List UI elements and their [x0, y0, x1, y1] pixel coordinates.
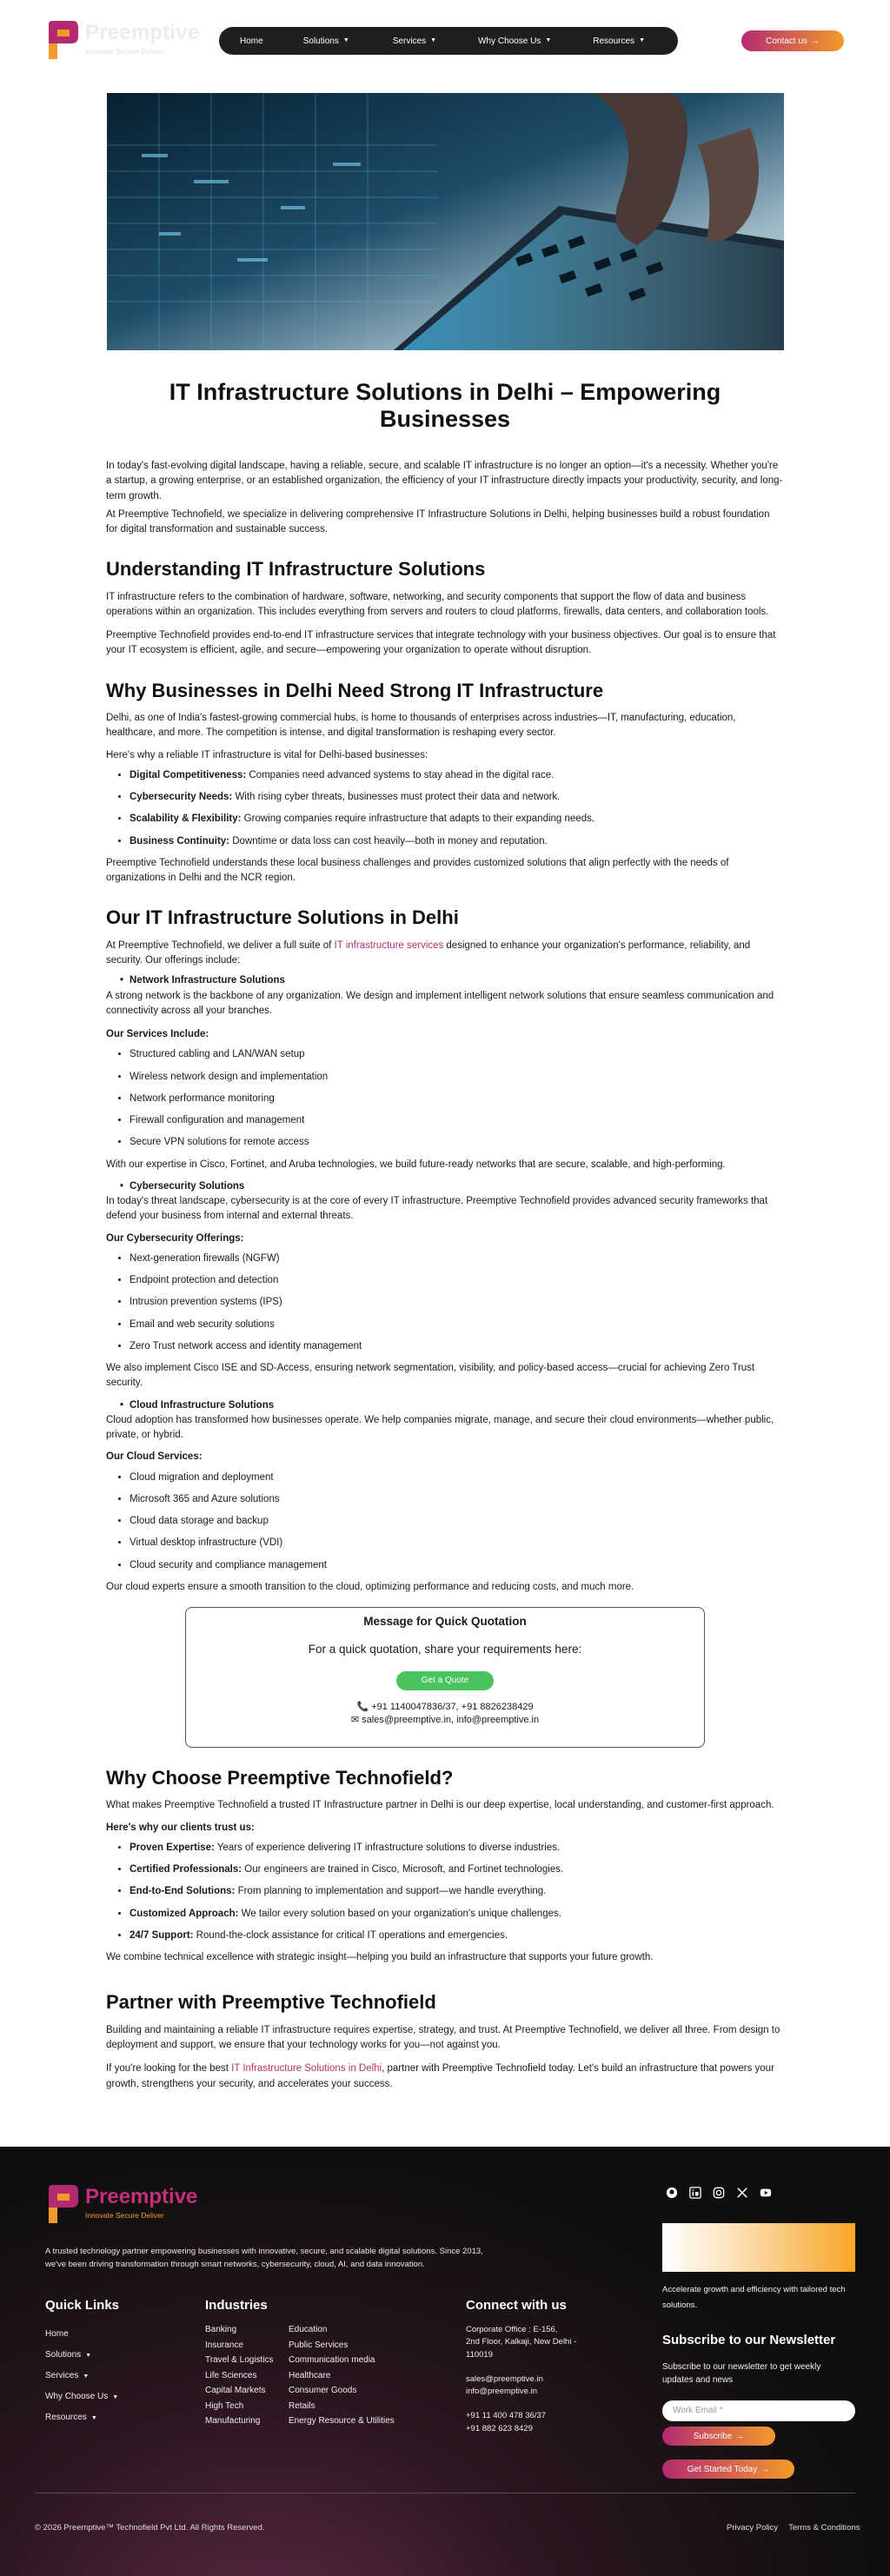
list-item: • Network performance monitoring: [130, 1092, 784, 1106]
arrow-right-icon: →: [810, 36, 820, 46]
instagram-icon[interactable]: [713, 2187, 725, 2199]
understanding-paragraph: IT infrastructure refers to the combination of hardware, software, networking, and security components that support the flow of data and business operations within an organization. This includes everything from servers and routers to cloud platforms, firewalls, data centers, and collaboration tools.: [106, 591, 769, 617]
it-infrastructure-delhi-link[interactable]: IT Infrastructure Solutions in Delhi: [231, 2063, 382, 2075]
chevron-down-icon: ▼: [112, 2394, 119, 2400]
terms-link[interactable]: Terms & Conditions: [788, 2523, 860, 2533]
phone-link[interactable]: +91 11 400 478 36/37: [466, 2411, 547, 2421]
partner-paragraph: Building and maintaining a reliable IT infrastructure requires expertise, strategy, and trust. At Preemptive Technofield, we deliver all three. From design to deployment and support, we ensure that your technology works for you—not against you.: [106, 2024, 780, 2051]
quote-email: ✉ sales@preemptive.in, info@preemptive.in: [350, 1715, 540, 1726]
nav-resources[interactable]: Resources ▼: [593, 36, 645, 46]
newsletter-title: Subscribe to our Newsletter: [662, 2333, 836, 2347]
logo-tagline: Innovate Secure Deliver: [85, 47, 164, 56]
list-item: • Secure VPN solutions for remote access: [130, 1135, 784, 1150]
industry-link[interactable]: Education: [289, 2325, 328, 2334]
list-item: • Zero Trust network access and identity management: [130, 1339, 784, 1354]
network-title: • Network Infrastructure Solutions: [106, 973, 784, 988]
quick-links-list: [45, 2327, 118, 2424]
solutions-intro: At Preemptive Technofield, we deliver a full suite of IT infrastructure services designed to enhance your organization's performance, reliability, and security. Our offerings include:: [106, 939, 751, 966]
list-item: • Cybersecurity Needs: With rising cyber threats, businesses must protect their data and network.: [130, 790, 784, 805]
phone-link[interactable]: +91 882 623 8429: [466, 2423, 533, 2433]
industry-link[interactable]: Energy Resource & Utilities: [289, 2416, 395, 2426]
main-nav: [219, 27, 678, 55]
network-list-title: Our Services Include:: [106, 1029, 209, 1040]
list-item: • Cloud data storage and backup: [130, 1514, 784, 1529]
footer-link-services[interactable]: Services ▼: [45, 2371, 90, 2380]
list-item: • 24/7 Support: Round-the-clock assistance for critical IT operations and emergencies.: [130, 1929, 784, 1943]
industries-title: Industries: [205, 2298, 268, 2313]
cyber-title: • Cybersecurity Solutions: [106, 1179, 784, 1194]
why-choose-list-title: Here's why our clients trust us:: [106, 1822, 255, 1833]
footer-link-why-choose-us[interactable]: Why Choose Us ▼: [45, 2392, 119, 2401]
chevron-down-icon: ▼: [639, 37, 645, 43]
list-item: • Email and web security solutions: [130, 1318, 784, 1332]
footer-logo-tagline: Innovate Secure Deliver: [85, 2211, 164, 2221]
footer-logo-title: Preemptive: [85, 2185, 198, 2209]
social-links: [666, 2187, 772, 2199]
industry-link[interactable]: Healthcare: [289, 2370, 331, 2380]
cyber-services-list: [106, 1251, 784, 1354]
cloud-desc: Cloud adoption has transformed how businesses operate. We help companies migrate, manage, and secure their cloud environments—whether public, private, or hybrid.: [106, 1414, 774, 1441]
section-heading-our-solutions: Our IT Infrastructure Solutions in Delhi: [106, 906, 459, 929]
cloud-closing: Our cloud experts ensure a smooth transition to the cloud, optimizing performance and reducing costs, and much more.: [106, 1581, 634, 1592]
get-quote-button[interactable]: Get a Quote: [396, 1671, 494, 1690]
quote-title: Message for Quick Quotation: [363, 1615, 527, 1629]
section-heading-why-choose: Why Choose Preemptive Technofield?: [106, 1767, 454, 1789]
list-item: • Scalability & Flexibility: Growing companies require infrastructure that adapts to their expanding needs.: [130, 812, 784, 827]
it-infrastructure-services-link[interactable]: IT infrastructure services: [334, 939, 444, 951]
why-choose-closing: We combine technical excellence with strategic insight—helping you build an infrastructure that supports your future growth.: [106, 1952, 654, 1963]
partner-paragraph: If you're looking for the best IT Infrastructure Solutions in Delhi, partner with Preemptive Technofield today. Let's build an infrastructure that powers your growth, strengthens your security, and accelerates your success.: [106, 2063, 774, 2089]
chevron-down-icon: ▼: [83, 2374, 90, 2380]
list-item: • Cloud security and compliance management: [130, 1558, 784, 1573]
why-delhi-paragraph: Delhi, as one of India's fastest-growing commercial hubs, is home to thousands of enterprises across industries—IT, manufacturing, education, healthcare, and more. The competition is intense, and digital transformation is reshaping every sector.: [106, 713, 736, 739]
x-icon[interactable]: [736, 2187, 748, 2199]
nav-why-choose-us[interactable]: Why Choose Us ▼: [478, 36, 552, 46]
why-delhi-paragraph: Preemptive Technofield understands these local business challenges and provides customized solutions that align perfectly with the needs of organizations in Delhi and the NCR region.: [106, 857, 729, 884]
logo-title: Preemptive: [85, 21, 200, 45]
get-started-button[interactable]: Get Started Today →: [662, 2460, 794, 2479]
section-heading-why-delhi: Why Businesses in Delhi Need Strong IT Infrastructure: [106, 679, 604, 701]
quote-subtitle: For a quick quotation, share your requirements here:: [308, 1643, 582, 1656]
list-item: • Intrusion prevention systems (IPS): [130, 1295, 784, 1310]
github-icon[interactable]: [666, 2187, 678, 2199]
why-delhi-list: [106, 768, 784, 849]
list-item: • End-to-End Solutions: From planning to implementation and support—we handle everything.: [130, 1884, 784, 1899]
cyber-desc: In today's threat landscape, cybersecurity is at the core of every IT infrastructure. Preemptive Technofield provides advanced security frameworks that defend your business from internal and external threats.: [106, 1196, 768, 1222]
subscribe-button[interactable]: Subscribe →: [662, 2427, 775, 2446]
industries-list-1: [205, 2324, 275, 2428]
cyber-list-title: Our Cybersecurity Offerings:: [106, 1232, 244, 1244]
quote-phone: 📞 +91 1140047836/37, +91 8826238429: [356, 1701, 534, 1712]
list-item: • Structured cabling and LAN/WAN setup: [130, 1047, 784, 1062]
connect-title: Connect with us: [466, 2298, 567, 2313]
contact-details: [466, 2324, 596, 2435]
intro-paragraph: In today's fast-evolving digital landscape, having a reliable, secure, and scalable IT infrastructure is no longer an option—it's a necessity. Whether you're a startup, a growing enterprise, or an established organization, the efficiency of your IT infrastructure directly impacts your productivity, security, and long-term growth.: [106, 461, 783, 501]
cloud-list-title: Our Cloud Services:: [106, 1451, 203, 1463]
why-delhi-paragraph: Here's why a reliable IT infrastructure is vital for Delhi-based businesses:: [106, 749, 428, 760]
logo[interactable]: [45, 17, 199, 63]
footer-logo[interactable]: [45, 2181, 197, 2227]
footer-banner: [662, 2223, 855, 2272]
list-item: • Customized Approach: We tailor every solution based on your organization's unique challenges.: [130, 1907, 784, 1922]
list-item: • Digital Competitiveness: Companies need advanced systems to stay ahead in the digital race.: [130, 768, 784, 783]
understanding-paragraph: Preemptive Technofield provides end-to-end IT infrastructure services that integrate technology with your business objectives. Our goal is to ensure that your IT ecosystem is efficient, agile, and secure—empowering your organization to operate without disruption.: [106, 630, 776, 656]
industry-link[interactable]: Retails: [289, 2400, 315, 2411]
industry-link[interactable]: Public Services: [289, 2340, 349, 2350]
why-choose-paragraph: What makes Preemptive Technofield a trusted IT Infrastructure partner in Delhi is our deep expertise, local understanding, and customer-first approach.: [106, 1800, 774, 1811]
industry-link[interactable]: High Tech: [205, 2400, 244, 2411]
list-item: • Certified Professionals: Our engineers are trained in Cisco, Microsoft, and Fortinet technologies.: [130, 1862, 784, 1877]
arrow-right-icon: →: [760, 2464, 770, 2474]
industry-link[interactable]: Capital Markets: [205, 2386, 266, 2395]
network-closing: With our expertise in Cisco, Fortinet, and Aruba technologies, we build future-ready networks that are secure, scalable, and high-performing.: [106, 1159, 726, 1170]
contact-us-button[interactable]: Contact us →: [741, 30, 844, 51]
laptop-illustration: [107, 93, 784, 350]
list-item: • Virtual desktop infrastructure (VDI): [130, 1536, 784, 1550]
cloud-title: • Cloud Infrastructure Solutions: [106, 1398, 784, 1413]
footer-link-resources[interactable]: Resources ▼: [45, 2413, 97, 2422]
list-item: • Microsoft 365 and Azure solutions: [130, 1492, 784, 1507]
network-desc: A strong network is the backbone of any organization. We design and implement intelligent network solutions that ensure seamless communication and connectivity across all your branches.: [106, 990, 774, 1016]
email-link[interactable]: sales@preemptive.in: [466, 2374, 543, 2384]
chevron-down-icon: ▼: [90, 2415, 97, 2421]
nav-home[interactable]: Home: [240, 36, 263, 46]
legal-links: [727, 2522, 860, 2534]
list-item: • Proven Expertise: Years of experience delivering IT infrastructure solutions to diverse industries.: [130, 1841, 784, 1856]
industry-link[interactable]: Manufacturing: [205, 2416, 261, 2426]
footer-tagline: Accelerate growth and efficiency with tailored tech solutions.: [662, 2285, 846, 2311]
nav-solutions[interactable]: Solutions ▼: [302, 36, 349, 46]
nav-services[interactable]: Services ▼: [392, 36, 437, 46]
list-item: • Firewall configuration and management: [130, 1113, 784, 1128]
footer-about: A trusted technology partner empowering businesses with innovative, secure, and scalable digital solutions. Since 2013, we've been driving transformation through smart networks, cybersecurity, cloud, AI, and data innovation.: [45, 2247, 483, 2269]
section-heading-partner: Partner with Preemptive Technofield: [106, 1991, 436, 2014]
industry-link[interactable]: Communication media: [289, 2355, 375, 2365]
list-item: • Wireless network design and implementation: [130, 1070, 784, 1085]
chevron-down-icon: ▼: [85, 2353, 92, 2359]
footer-link-home[interactable]: Home: [45, 2329, 69, 2339]
quick-quotation-box: [185, 1607, 705, 1748]
site-header: [0, 0, 890, 73]
industry-link[interactable]: Life Sciences: [205, 2370, 257, 2380]
footer-link-solutions[interactable]: Solutions ▼: [45, 2350, 92, 2360]
why-choose-list: [106, 1841, 784, 1943]
hero-image: [107, 93, 784, 350]
address-line: 2nd Floor, Kalkaji, New Delhi -: [466, 2337, 577, 2347]
chevron-down-icon: ▼: [342, 37, 349, 43]
privacy-policy-link[interactable]: Privacy Policy: [727, 2523, 779, 2533]
industries-list-2: [289, 2324, 410, 2428]
list-item: • Business Continuity: Downtime or data loss can cost heavily—both in money and reputation.: [130, 834, 784, 849]
site-footer: [0, 2147, 890, 2576]
main-content: [106, 379, 784, 2095]
industry-link[interactable]: Consumer Goods: [289, 2386, 357, 2395]
youtube-icon[interactable]: [760, 2187, 772, 2199]
address-line: Corporate Office : E-156,: [466, 2325, 558, 2334]
cyber-closing: We also implement Cisco ISE and SD-Access, ensuring network segmentation, visibility, and policy-based access—crucial for achieving Zero Trust security.: [106, 1363, 755, 1389]
network-services-list: [106, 1047, 784, 1150]
logo-mark-icon: [45, 17, 80, 63]
chevron-down-icon: ▼: [545, 37, 552, 43]
newsletter-email-input[interactable]: Work Email *: [662, 2400, 855, 2421]
address-line: 110019: [466, 2349, 493, 2360]
copyright: © 2026 Preemptive™ Technofield Pvt Ltd. All Rights Reserved.: [35, 2523, 265, 2533]
arrow-right-icon: →: [735, 2431, 745, 2441]
industry-link[interactable]: Insurance: [205, 2340, 243, 2350]
page-title: IT Infrastructure Solutions in Delhi – Empowering Businesses: [169, 379, 721, 433]
quick-links-title: Quick Links: [45, 2298, 120, 2313]
industry-link[interactable]: Banking: [205, 2325, 237, 2334]
intro-paragraph: At Preemptive Technofield, we specialize in delivering comprehensive IT Infrastructure Solutions in Delhi, helping businesses build a robust foundation for digital transformation and sustainable success.: [106, 508, 770, 535]
section-heading-understanding: Understanding IT Infrastructure Solutions: [106, 558, 486, 581]
email-link[interactable]: info@preemptive.in: [466, 2387, 537, 2396]
linkedin-icon[interactable]: [689, 2187, 701, 2199]
newsletter-text: Subscribe to our newsletter to get weekly updates and news: [662, 2362, 821, 2385]
list-item: • Next-generation firewalls (NGFW): [130, 1251, 784, 1266]
chevron-down-icon: ▼: [430, 37, 437, 43]
cloud-services-list: [106, 1471, 784, 1573]
industry-link[interactable]: Travel & Logistics: [205, 2355, 274, 2365]
list-item: • Cloud migration and deployment: [130, 1471, 784, 1485]
list-item: • Endpoint protection and detection: [130, 1273, 784, 1288]
logo-mark-icon: [45, 2181, 80, 2227]
